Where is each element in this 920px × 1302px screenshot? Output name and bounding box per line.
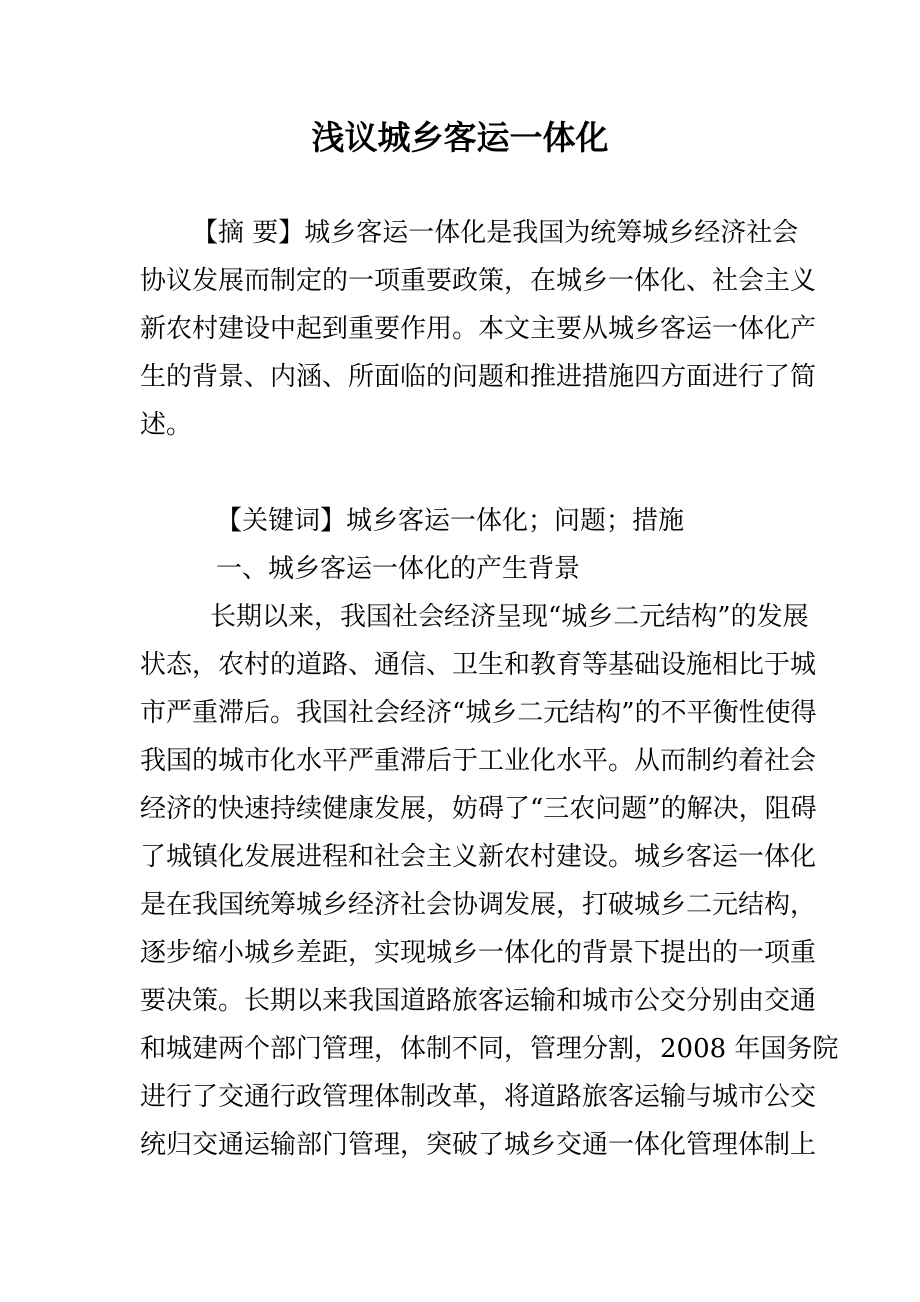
document-title: 浅议城乡客运一体化 <box>311 118 609 157</box>
abstract-line: 生的背景、内涵、所面临的问题和推进措施四方面进行了简 <box>140 362 817 392</box>
paragraph-line: 我国的城市化水平严重滞后于工业化水平。从而制约着社会 <box>140 746 817 776</box>
paragraph-line: 长期以来，我国社会经济呈现“城乡二元结构”的发展 <box>210 602 809 632</box>
abstract-line: 协议发展而制定的一项重要政策，在城乡一体化、社会主义 <box>140 266 817 296</box>
paragraph-line: 统归交通运输部门管理，突破了城乡交通一体化管理体制上 <box>140 1130 817 1160</box>
abstract-line: 【摘 要】城乡客运一体化是我国为统筹城乡经济社会 <box>192 218 799 248</box>
keywords: 【关键词】城乡客运一体化；问题；措施 <box>216 506 685 536</box>
paragraph-line: 状态，农村的道路、通信、卫生和教育等基础设施相比于城 <box>140 650 817 680</box>
abstract-line: 新农村建设中起到重要作用。本文主要从城乡客运一体化产 <box>140 314 817 344</box>
paragraph-line: 和城建两个部门管理，体制不同，管理分割，2008 年国务院 <box>140 1034 839 1064</box>
paragraph-line: 了城镇化发展进程和社会主义新农村建设。城乡客运一体化 <box>140 842 817 872</box>
paragraph-line: 经济的快速持续健康发展，妨碍了“三农问题”的解决，阻碍 <box>140 794 817 824</box>
abstract-line: 述。 <box>140 410 193 440</box>
paragraph-line: 逐步缩小城乡差距，实现城乡一体化的背景下提出的一项重 <box>140 938 817 968</box>
paragraph-line: 是在我国统筹城乡经济社会协调发展，打破城乡二元结构， <box>140 890 817 920</box>
paragraph-line: 要决策。长期以来我国道路旅客运输和城市公交分别由交通 <box>140 986 817 1016</box>
paragraph-line: 市严重滞后。我国社会经济“城乡二元结构”的不平衡性使得 <box>140 698 817 728</box>
paragraph-line: 进行了交通行政管理体制改革，将道路旅客运输与城市公交 <box>140 1082 817 1112</box>
section-heading: 一、城乡客运一体化的产生背景 <box>216 554 581 584</box>
